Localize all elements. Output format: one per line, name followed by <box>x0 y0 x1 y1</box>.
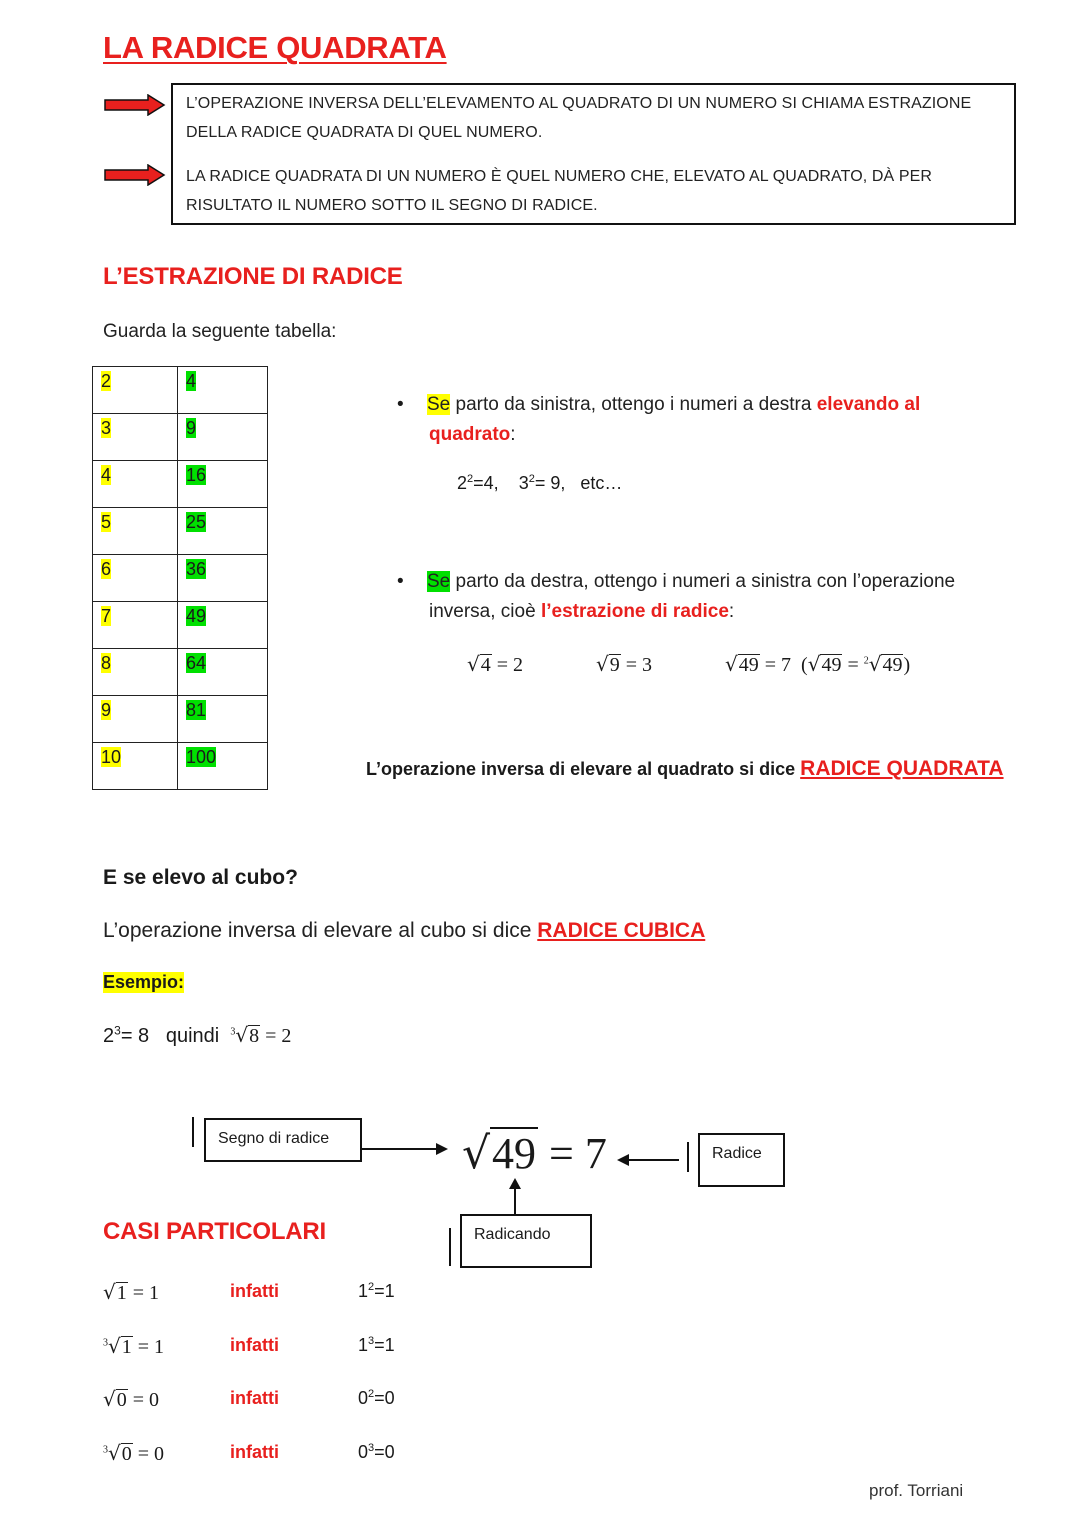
table-cell-number: 6 <box>101 559 112 579</box>
table-row <box>93 508 268 555</box>
table-cell-square: 49 <box>186 606 207 626</box>
special-case-root: √0 = 0 <box>103 1387 160 1411</box>
table-row <box>93 414 268 461</box>
highlight-se: Se <box>427 394 451 415</box>
table-cell-number: 9 <box>101 700 112 720</box>
special-case-power: $1^2=1$ <box>358 1281 395 1301</box>
special-case-power: $0^2=0$ <box>358 1388 395 1408</box>
definition-1: L’OPERAZIONE INVERSA DELL’ELEVAMENTO AL QUADRATO DI UN NUMERO SI CHIAMA ESTRAZIONE DELLA RADICE QUADRATA DI QUEL NUMERO. <box>186 95 972 141</box>
table-cell-number: 8 <box>101 653 112 673</box>
cursor-bar <box>192 1117 194 1147</box>
footer-author: prof. Torriani <box>869 1481 964 1500</box>
red-arrow-icon <box>104 94 166 116</box>
table-row <box>93 555 268 602</box>
special-case-infatti: infatti <box>230 1281 279 1301</box>
cursor-bar <box>687 1142 689 1172</box>
main-root-expression: √49 = 7 <box>462 1128 607 1179</box>
bullet-2: Se parto da destra, ottengo i numeri a sinistra con l’operazione <box>427 571 956 592</box>
special-case-root: $^3$√0 = 0 <box>103 1441 165 1465</box>
table-intro: Guarda la seguente tabella: <box>103 321 337 342</box>
table-row <box>93 461 268 508</box>
arrow-up-icon <box>507 1178 523 1216</box>
page-title: LA RADICE QUADRATA <box>103 30 447 65</box>
table-cell-number: 5 <box>101 512 112 532</box>
table-cell-square: 36 <box>186 559 207 579</box>
table-cell-square: 9 <box>186 418 197 438</box>
bullet-dot: • <box>397 571 404 592</box>
bullet-dot: • <box>397 394 404 415</box>
bullet-1: Se parto da sinistra, ottengo i numeri a destra elevando al <box>427 394 921 415</box>
label-radice: Radice <box>698 1133 785 1187</box>
table-cell-number: 3 <box>101 418 112 438</box>
table-cell-number: 4 <box>101 465 112 485</box>
example-powers: $2^2=4$, $3^2= 9$, etc… <box>457 473 623 493</box>
table-row <box>93 743 268 790</box>
table-row <box>93 367 268 414</box>
cursor-bar <box>449 1228 451 1266</box>
special-case-power: $1^3=1$ <box>358 1335 395 1355</box>
definition-box <box>171 83 1016 225</box>
bullet-2-line2: inversa, cioè l’estrazione di radice: <box>429 601 735 622</box>
red-arrow-icon <box>104 164 166 186</box>
table-cell-square: 16 <box>186 465 207 485</box>
cube-example: $2^3= 8$ quindi $^3$√8 = 2 <box>103 1023 292 1047</box>
arrow-left-icon <box>617 1152 685 1168</box>
section-heading-casi: CASI PARTICOLARI <box>103 1218 327 1245</box>
example-label: Esempio: <box>103 972 185 992</box>
special-case-root: $^3$√1 = 1 <box>103 1334 165 1358</box>
conclusion-square: L’operazione inversa di elevare al quadrato si dice RADICE QUADRATA <box>366 757 1004 780</box>
root-example-4: √4 = 2 <box>467 652 524 676</box>
table-cell-square: 100 <box>186 747 217 767</box>
table-cell-number: 10 <box>101 747 122 767</box>
table-row <box>93 649 268 696</box>
label-radicando: Radicando <box>460 1214 592 1268</box>
root-example-49: √49 = 7 (√49 = $^2$√49) <box>725 652 911 676</box>
label-segno-di-radice: Segno di radice <box>204 1118 362 1162</box>
table-row <box>93 696 268 743</box>
bullet-1-line2: quadrato: <box>429 424 516 445</box>
table-cell-square: 4 <box>186 371 197 391</box>
root-example-9: √9 = 3 <box>596 652 653 676</box>
cube-question: E se elevo al cubo? <box>103 866 298 889</box>
special-case-infatti: infatti <box>230 1442 279 1462</box>
cube-text: L’operazione inversa di elevare al cubo si dice RADICE CUBICA <box>103 919 706 942</box>
definition-2: LA RADICE QUADRATA DI UN NUMERO È QUEL NUMERO CHE, ELEVATO AL QUADRATO, DÀ PER RISULTATO IL NUMERO SOTTO IL SEGNO DI RADICE. <box>186 168 933 214</box>
squares-table <box>92 366 268 790</box>
table-row <box>93 602 268 649</box>
special-case-infatti: infatti <box>230 1335 279 1355</box>
table-cell-square: 25 <box>186 512 207 532</box>
table-cell-number: 7 <box>101 606 112 626</box>
special-case-infatti: infatti <box>230 1388 279 1408</box>
table-cell-square: 64 <box>186 653 207 673</box>
table-cell-number: 2 <box>101 371 112 391</box>
table-cell-square: 81 <box>186 700 207 720</box>
special-case-root: √1 = 1 <box>103 1280 160 1304</box>
highlight-se: Se <box>427 571 451 592</box>
section-heading-estrazione: L’ESTRAZIONE DI RADICE <box>103 263 403 290</box>
arrow-right-icon <box>362 1139 448 1159</box>
special-case-power: $0^3=0$ <box>358 1442 395 1462</box>
